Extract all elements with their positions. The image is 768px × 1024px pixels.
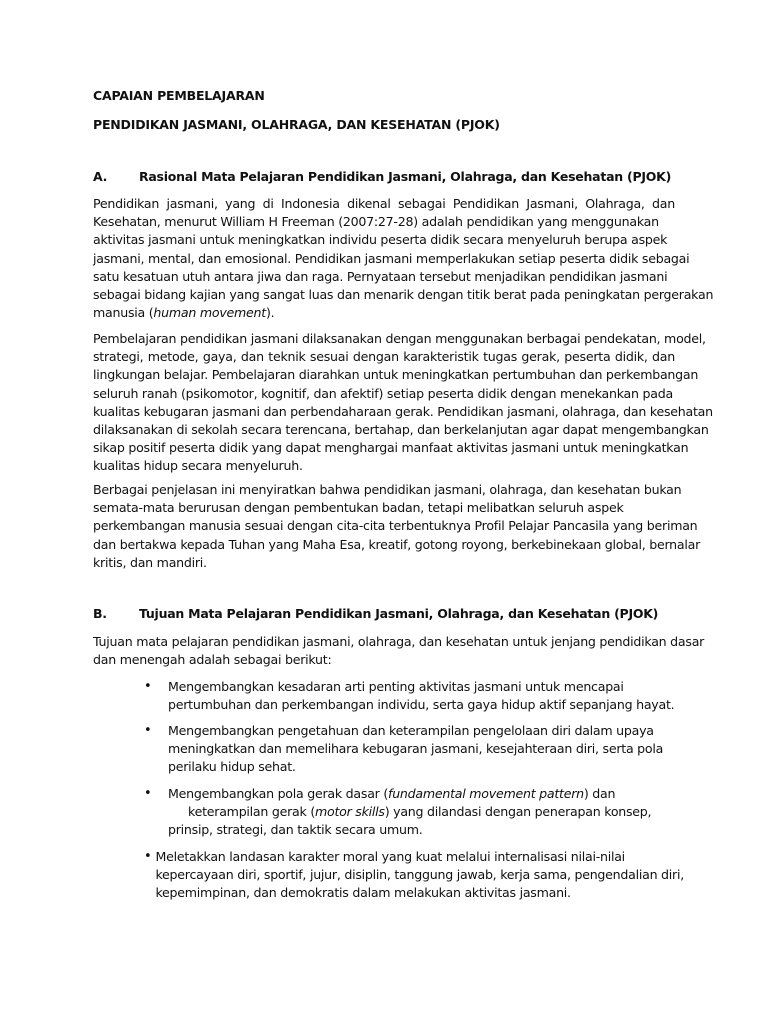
section-b-title: Tujuan Mata Pelajaran Pendidikan Jasmani, Olahraga, dan Kesehatan (PJOK)	[139, 606, 659, 621]
bullet-icon: •	[144, 849, 152, 864]
doc-title: CAPAIAN PEMBELAJARAN	[93, 88, 265, 103]
paragraph-b-intro: Tujuan mata pelajaran pendidikan jasmani, olahraga, dan kesehatan untuk jenjang pendidikan dasar dan menengah adalah sebagai berikut:	[93, 634, 705, 668]
section-a-heading	[93, 169, 675, 184]
list-item: • Mengembangkan pengetahuan dan keterampilan pengelolaan diri dalam upaya meningkatkan dan memelihara kebugaran jasmani, kesejahteraan diri, serta pola perilaku hidup sehat.	[144, 722, 684, 777]
bullet-icon: •	[144, 786, 152, 801]
paragraph-a1: Pendidikan jasmani, yang di Indonesia dikenal sebagai Pendidikan Jasmani, Olahraga, dan Kesehatan, menurut William H Freeman (2007:27-28) adalah pendidikan yang menggunakan aktivitas jasmani untuk meningkatkan individu peserta didik secara menyeluruh berupa aspek jasmani, mental, dan emosional. Pendidikan jasmani memperlakukan setiap peserta didik sebagai satu kesatuan utuh antara jiwa dan raga. Pernyataan tersebut menjadikan pendidikan jasmani sebagai bidang kajian yang sangat luas dan menarik dengan titik berat pada peningkatan pergerakan manusia (human movement).	[93, 196, 714, 321]
paragraph-a2: Pembelajaran pendidikan jasmani dilaksanakan dengan menggunakan berbagai pendekatan, model, strategi, metode, gaya, dan teknik sesuai dengan karakteristik tugas gerak, peserta didik, dan lingkungan belajar. Pembelajaran diarahkan untuk meningkatkan pertumbuhan dan perkembangan seluruh ranah (psikomotor, kognitif, dan afektif) setiap peserta didik dengan menekankan pada kualitas kebugaran jasmani dan perbendaharaan gerak. Pendidikan jasmani, olahraga, dan kesehatan dilaksanakan di sekolah secara terencana, bertahap, dan berkelanjutan agar dapat mengembangkan sikap positif peserta didik yang dapat menghargai manfaat aktivitas jasmani untuk meningkatkan kualitas hidup secara menyeluruh.	[93, 331, 713, 474]
list-item: • Meletakkan landasan karakter moral yang kuat melalui internalisasi nilai-nilai kepercayaan diri, sportif, jujur, disiplin, tanggung jawab, kerja sama, pengendalian diri, kepemimpinan, dan demokratis dalam melakukan aktivitas jasmani.	[144, 848, 684, 903]
section-a-letter: A.	[93, 169, 108, 184]
list-item: • Mengembangkan pola gerak dasar (fundamental movement pattern) dan keterampilan gerak (motor skills) yang dilandasi dengan penerapan konsep, prinsip, strategi, dan taktik secara umum.	[144, 785, 684, 840]
paragraph-a3: Berbagai penjelasan ini menyiratkan bahwa pendidikan jasmani, olahraga, dan kesehatan bukan semata-mata berurusan dengan pembentukan badan, tetapi melibatkan seluruh aspek perkembangan manusia sesuai dengan cita-cita terbentuknya Profil Pelajar Pancasila yang beriman dan bertakwa kepada Tuhan yang Maha Esa, kreatif, gotong royong, berkebinekaan global, bernalar kritis, dan mandiri.	[93, 482, 701, 570]
section-b-heading	[93, 606, 675, 621]
doc-subtitle: PENDIDIKAN JASMANI, OLAHRAGA, DAN KESEHATAN (PJOK)	[93, 117, 500, 132]
section-a-title: Rasional Mata Pelajaran Pendidikan Jasmani, Olahraga, dan Kesehatan (PJOK)	[139, 169, 672, 184]
bullet-icon: •	[144, 679, 152, 694]
section-b-letter: B.	[93, 606, 107, 621]
bullet-icon: •	[144, 723, 152, 738]
list-item: • Mengembangkan kesadaran arti penting aktivitas jasmani untuk mencapai pertumbuhan dan perkembangan individu, serta gaya hidup aktif sepanjang hayat.	[144, 678, 684, 714]
